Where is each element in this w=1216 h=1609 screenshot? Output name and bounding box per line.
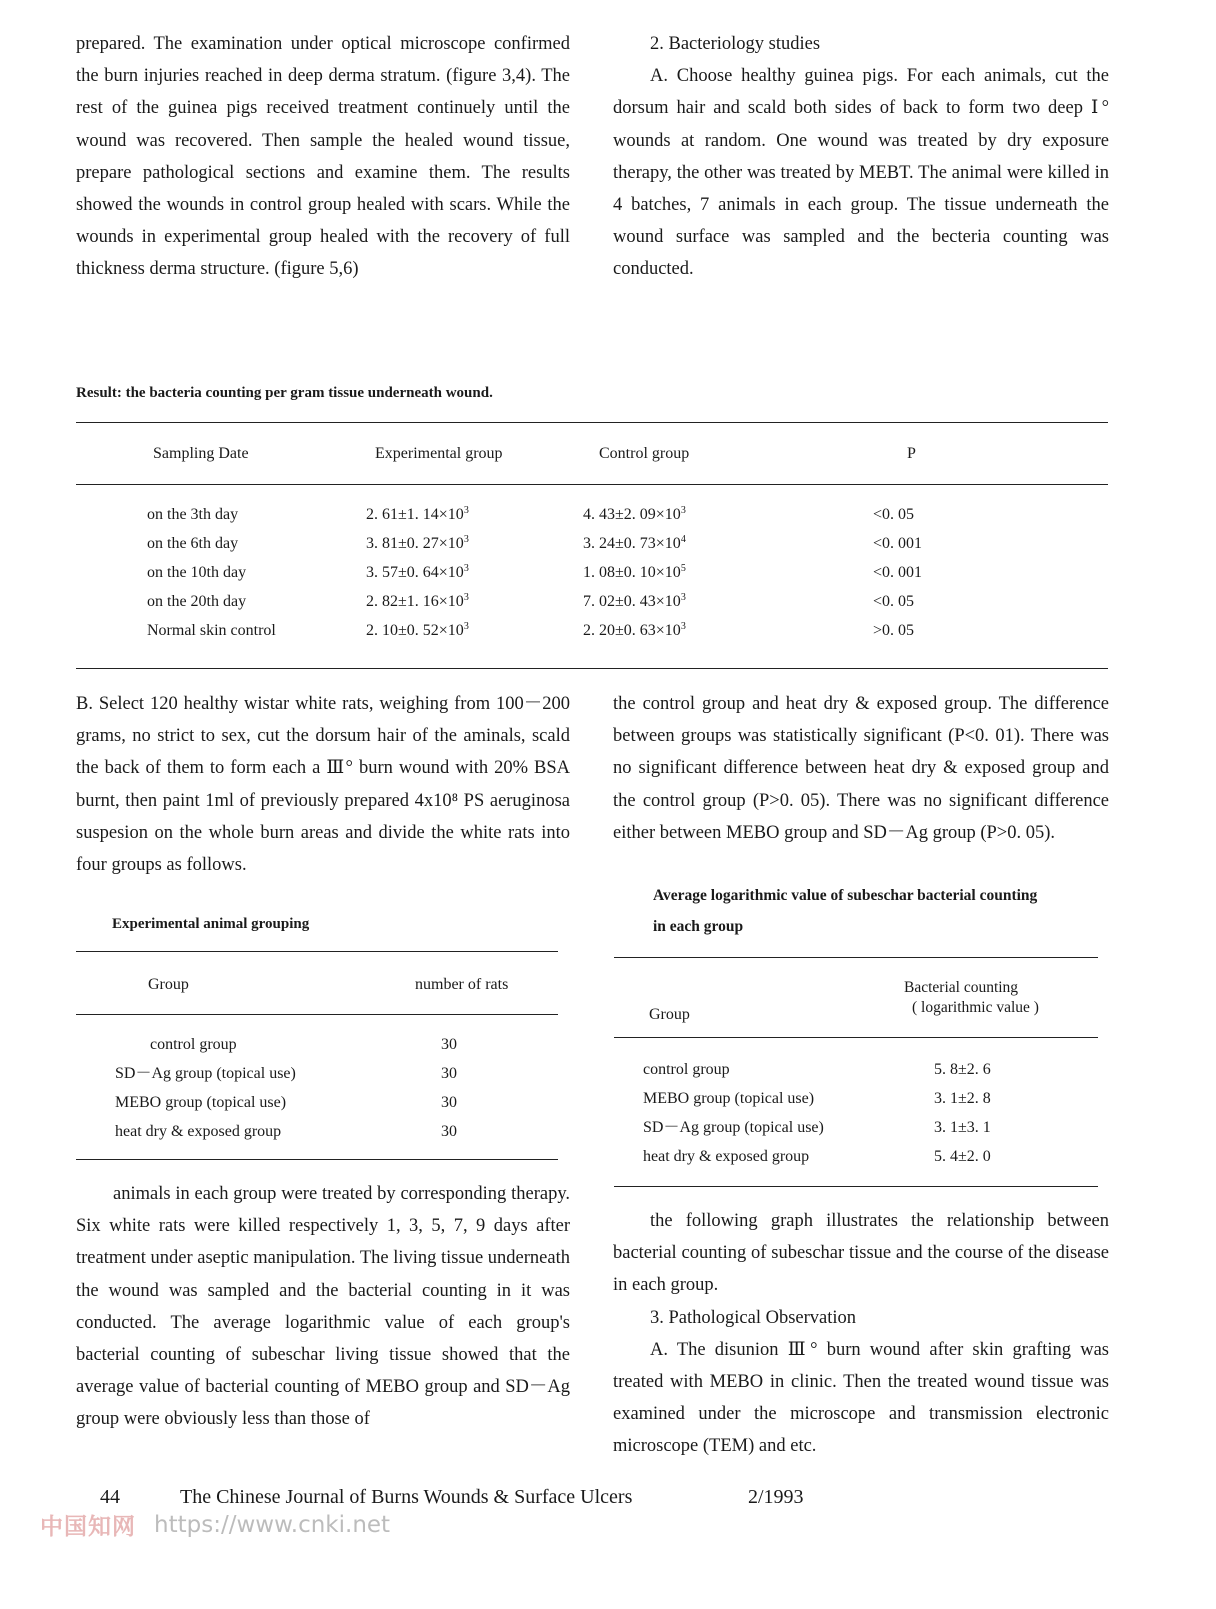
table3-cell-group: control group xyxy=(643,1061,730,1078)
table1-cell-date: on the 3th day xyxy=(147,506,239,523)
table3-header-group: Group xyxy=(649,1006,690,1023)
table2-cell-number: 30 xyxy=(441,1123,457,1140)
table2-cell-number: 30 xyxy=(441,1065,457,1082)
body-paragraph: animals in each group were treated by corresponding therapy. Six white rats were killed respectively 1, 3, 5, 7, 9 days after treatment under aseptic manipulation. The living tissue underneath the wound was sampled and the bacterial counting in it was conducted. The average logarithmic value of each group's bacterial counting of subeschar living tissue showed that the average value of bacterial counting of MEBO group and SD－Ag group were obviously less than those of xyxy=(76,1184,570,1430)
body-paragraph: A. Choose healthy guinea pigs. For each animals, cut the dorsum hair and scald both sides of back to form two deep Ⅰ° wounds at random. One wound was treated by dry exposure therapy, the other was treated by MEBT. The animal were killed in 4 batches, 7 animals in each group. The tissue underneath the wound surface was sampled and the becteria counting was conducted. xyxy=(613,66,1109,280)
body-paragraph: A. The disunion Ⅲ° burn wound after skin grafting was treated with MEBO in clinic. Then the treated wound tissue was examined under the microscope and transmission electronic microscope (TEM) and etc. xyxy=(613,1339,1109,1457)
table1-cell-date: on the 6th day xyxy=(147,535,239,552)
table1-cell-date: on the 10th day xyxy=(147,564,247,581)
section-heading-pathological: 3. Pathological Observation xyxy=(650,1307,857,1328)
table1-header-p: P xyxy=(907,445,916,462)
table3-cell-value: 5. 4±2. 0 xyxy=(934,1148,991,1165)
table1-caption: Result: the bacteria counting per gram tissue underneath wound. xyxy=(76,385,493,401)
table2-caption: Experimental animal grouping xyxy=(112,916,310,932)
body-paragraph: B. Select 120 healthy wistar white rats, weighing from 100－200 grams, no strict to sex, cut the dorsum hair of the aminals, scald the back of them to form each a Ⅲ° burn wound with 20% BSA burnt, then paint 1ml of previously prepared 4x10⁸ PS aeruginosa suspesion on the whole burn areas and divide the white rats into four groups as follows. xyxy=(76,694,570,876)
table1-cell-date: Normal skin control xyxy=(147,622,276,639)
table3-top-rule xyxy=(614,957,1098,958)
table1-cell-exp: 3. 57±0. $64\times 10^3$ xyxy=(366,563,469,581)
table2-cell-group: MEBO group (topical use) xyxy=(115,1094,287,1111)
table3-cell-value: 5. 8±2. 6 xyxy=(934,1061,991,1078)
table2-header-rule xyxy=(76,1014,558,1015)
table1-cell-p: >0. 05 xyxy=(873,622,915,639)
table1-bottom-rule xyxy=(76,668,1108,669)
table1-cell-exp: 2. 10±0. $52\times 10^3$ xyxy=(366,621,469,639)
body-paragraph: prepared. The examination under optical microscope confirmed the burn injuries reached in deep derma stratum. (figure 3,4). The rest of the guinea pigs received treatment continuely until the wound was recovered. Then sample the healed wound tissue, prepare pathological sections and examine them. The results showed the wounds in control group healed with scars. While the wounds in experimental group healed with the recovery of full thickness derma structure. (figure 5,6) xyxy=(76,34,570,280)
table3-cell-group: heat dry & exposed group xyxy=(643,1148,810,1165)
table2-cell-group: heat dry & exposed group xyxy=(115,1123,282,1140)
table3-header-value-line1: Bacterial counting xyxy=(904,979,1019,996)
section-heading-bacteriology: 2. Bacteriology studies xyxy=(650,34,821,54)
left-column-bottom xyxy=(76,1178,570,1436)
table1-header-rule xyxy=(76,484,1108,485)
left-column-mid xyxy=(76,688,570,881)
table2-header-group: Group xyxy=(148,976,189,993)
table1-header-sampling-date: Sampling Date xyxy=(153,445,249,462)
footer-issue: 2/1993 xyxy=(748,1486,804,1508)
watermark-logo-text: 中国知网 xyxy=(40,1514,136,1540)
table1-cell-ctrl: 4. 43±2. $09\times 10^3$ xyxy=(583,505,686,523)
table3-cell-group: MEBO group (topical use) xyxy=(643,1090,815,1107)
footer-page-number: 44 xyxy=(100,1486,120,1508)
table1-cell-p: <0. 001 xyxy=(873,564,923,581)
table1-cell-p: <0. 05 xyxy=(873,593,915,610)
table1-header-control: Control group xyxy=(599,445,690,462)
table3-cell-value: 3. 1±3. 1 xyxy=(934,1119,991,1136)
table1-cell-exp: 3. 81±0. $27\times 10^3$ xyxy=(366,534,469,552)
table1-cell-exp: 2. 61±1. $14\times 10^3$ xyxy=(366,505,469,523)
table2-cell-number: 30 xyxy=(441,1094,457,1111)
body-paragraph: the following graph illustrates the relationship between bacterial counting of subeschar tissue and the course of the disease in each group. xyxy=(613,1211,1109,1296)
table3-caption-line2: in each group xyxy=(653,918,744,935)
left-column-top xyxy=(76,28,570,286)
table1-cell-ctrl: 7. 02±0. $43\times 10^3$ xyxy=(583,592,686,610)
right-column-top xyxy=(613,28,1109,286)
right-column-mid xyxy=(613,688,1109,849)
table1-top-rule xyxy=(76,422,1108,423)
table2-top-rule xyxy=(76,951,558,952)
table3-cell-value: 3. 1±2. 8 xyxy=(934,1090,991,1107)
table2-bottom-rule xyxy=(76,1159,558,1160)
table3-cell-group: SD－Ag group (topical use) xyxy=(643,1119,824,1136)
table3-caption-line1: Average logarithmic value of subeschar bacterial counting xyxy=(653,887,1038,904)
table1-cell-ctrl: 1. 08±0. $10\times 10^5$ xyxy=(583,563,686,581)
table1-cell-date: on the 20th day xyxy=(147,593,247,610)
table1-cell-exp: 2. 82±1. $16\times 10^3$ xyxy=(366,592,469,610)
table1-cell-p: <0. 05 xyxy=(873,506,915,523)
cnki-watermark xyxy=(40,1508,390,1542)
right-column-bottom xyxy=(613,1205,1109,1463)
table2-cell-number: 30 xyxy=(441,1036,457,1053)
table1-cell-p: <0. 001 xyxy=(873,535,923,552)
table1-cell-ctrl: 2. 20±0. $63\times 10^3$ xyxy=(583,621,686,639)
table2-cell-group: control group xyxy=(150,1036,237,1053)
body-paragraph: the control group and heat dry & exposed group. The difference between groups was statistically significant (P<0. 01). There was no significant difference between heat dry & exposed group and the control group (P>0. 05). There was no significant difference either between MEBO group and SD－Ag group (P>0. 05). xyxy=(613,694,1109,843)
table3-header-rule xyxy=(614,1037,1098,1038)
footer-journal-title: The Chinese Journal of Burns Wounds & Surface Ulcers xyxy=(180,1486,633,1508)
watermark-url: https://www.cnki.net xyxy=(154,1511,391,1538)
table3-bottom-rule xyxy=(614,1186,1098,1187)
table1-cell-ctrl: 3. 24±0. $73\times 10^4$ xyxy=(583,534,686,552)
table2-cell-group: SD－Ag group (topical use) xyxy=(115,1065,296,1082)
table2-header-number: number of rats xyxy=(415,976,509,993)
table1-header-experimental: Experimental group xyxy=(375,445,503,462)
table3-header-value-line2: ( logarithmic value ) xyxy=(912,999,1039,1016)
